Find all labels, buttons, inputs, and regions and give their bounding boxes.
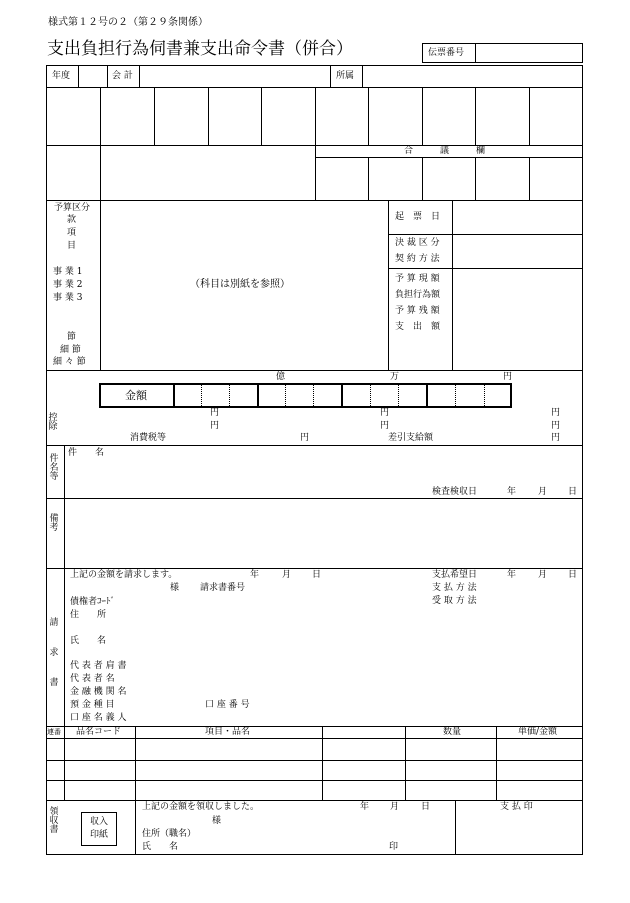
items-header-code: 品名コード [76,727,122,737]
inspection-month: 月 [538,487,548,497]
contract-method-label: 契 約 方 法 [395,254,440,264]
deduction-yen-4: 円 [210,421,220,431]
pay-year: 年 [507,570,517,580]
dept-label: 所属 [336,71,355,81]
pay-date-label: 支払希望日 [432,570,478,580]
budget-note: （科目は別紙を参照） [190,279,290,290]
budget-remaining-label: 予 算 残 額 [395,306,440,316]
claim-year: 年 [250,570,260,580]
inspection-year: 年 [507,487,517,497]
receive-method-label: 受 取 方 法 [432,596,477,606]
deduction-yen-5: 円 [380,421,390,431]
deduction-yen-3: 円 [551,408,561,418]
budget-label-2: 項 [67,228,77,238]
account-no-label: 口 座 番 号 [205,700,250,710]
claim-address-label: 住 所 [70,610,107,620]
budget-label-7: 節 [67,332,77,342]
pay-day: 日 [568,570,578,580]
revenue-stamp-label: 収入印紙 [90,817,109,840]
deduction-label: 控除 [48,413,58,432]
receipt-name-label: 氏 名 [142,842,179,852]
form-number: 様式第１２号の２（第２９条関係） [48,17,208,28]
subject-name-label: 件 名 [68,448,105,458]
claim-day: 日 [312,570,322,580]
items-header-qty: 数量 [443,727,462,737]
account-holder-label: 口 座 名 義 人 [70,713,127,723]
inspection-day: 日 [568,487,578,497]
net-label: 差引支給額 [388,433,434,443]
bank-label: 金 融 機 関 名 [70,687,127,697]
receipt-sama: 様 [212,816,222,826]
claim-month: 月 [282,570,292,580]
inspection-label: 検査検収日 [432,487,478,497]
amount-label: 金額 [125,389,147,402]
budget-label-5: 事 業 2 [53,280,83,290]
budget-label-1: 款 [67,215,77,225]
receipt-statement: 上記の金額を領収しました。 [142,802,260,812]
rep-title-label: 代 表 者 肩 書 [70,661,127,671]
pay-seal-label: 支 払 印 [500,802,533,812]
receipt-label: 領収書 [49,807,59,835]
pay-month: 月 [538,570,548,580]
approval-class-label: 決 裁 区 分 [395,238,440,248]
council-label: 合 議 欄 [404,146,486,156]
receipt-month: 月 [390,802,400,812]
claim-name-label: 氏 名 [70,636,107,646]
budget-label-0: 予算区分 [54,203,91,213]
claim-label: 請求書 [49,618,59,688]
deduction-yen-2: 円 [380,408,390,418]
draft-date-label: 起 票 日 [395,212,441,222]
pay-method-label: 支 払 方 法 [432,583,477,593]
page-title: 支出負担行為伺書兼支出命令書（併合） [47,39,353,59]
deduction-yen-1: 円 [210,408,220,418]
obligation-amount-label: 負担行為額 [395,290,441,300]
budget-label-6: 事 業 3 [53,293,83,303]
net-yen: 円 [551,433,561,443]
invoice-no-label: 請求書番号 [200,583,246,593]
expenditure-label: 支 出 額 [395,322,441,332]
items-header-price: 単価/金額 [518,727,558,737]
items-header-seq: 連番 [47,728,61,736]
unit-en: 円 [503,372,513,382]
budget-current-label: 予 算 現 額 [395,274,440,284]
rep-name-label: 代 表 者 名 [70,674,115,684]
budget-label-8: 細 節 [60,345,81,355]
claim-sama: 様 [170,583,180,593]
creditor-code-label: 債権者ｺｰﾄﾞ [70,597,116,607]
receipt-seal-label: 印 [389,842,399,852]
remarks-label: 備考 [49,514,59,533]
amount-box [99,383,512,408]
claim-statement: 上記の金額を請求します。 [70,570,178,580]
unit-man: 万 [390,372,400,382]
subject-label: 件名等 [49,454,59,482]
deposit-type-label: 預 金 種 目 [70,700,115,710]
slip-number-label: 伝票番号 [428,48,465,58]
tax-yen: 円 [300,433,310,443]
receipt-year: 年 [360,802,370,812]
account-label: 会 計 [112,71,133,81]
tax-label: 消費税等 [130,433,167,443]
items-header-name: 項目・品名 [205,727,251,737]
receipt-address-label: 住所（職名） [142,829,197,839]
unit-oku: 億 [276,372,286,382]
budget-label-4: 事 業 1 [53,267,83,277]
budget-label-9: 細 々 節 [53,357,86,367]
receipt-day: 日 [421,802,431,812]
year-label: 年度 [52,71,71,81]
deduction-yen-6: 円 [551,421,561,431]
budget-label-3: 目 [67,241,77,251]
